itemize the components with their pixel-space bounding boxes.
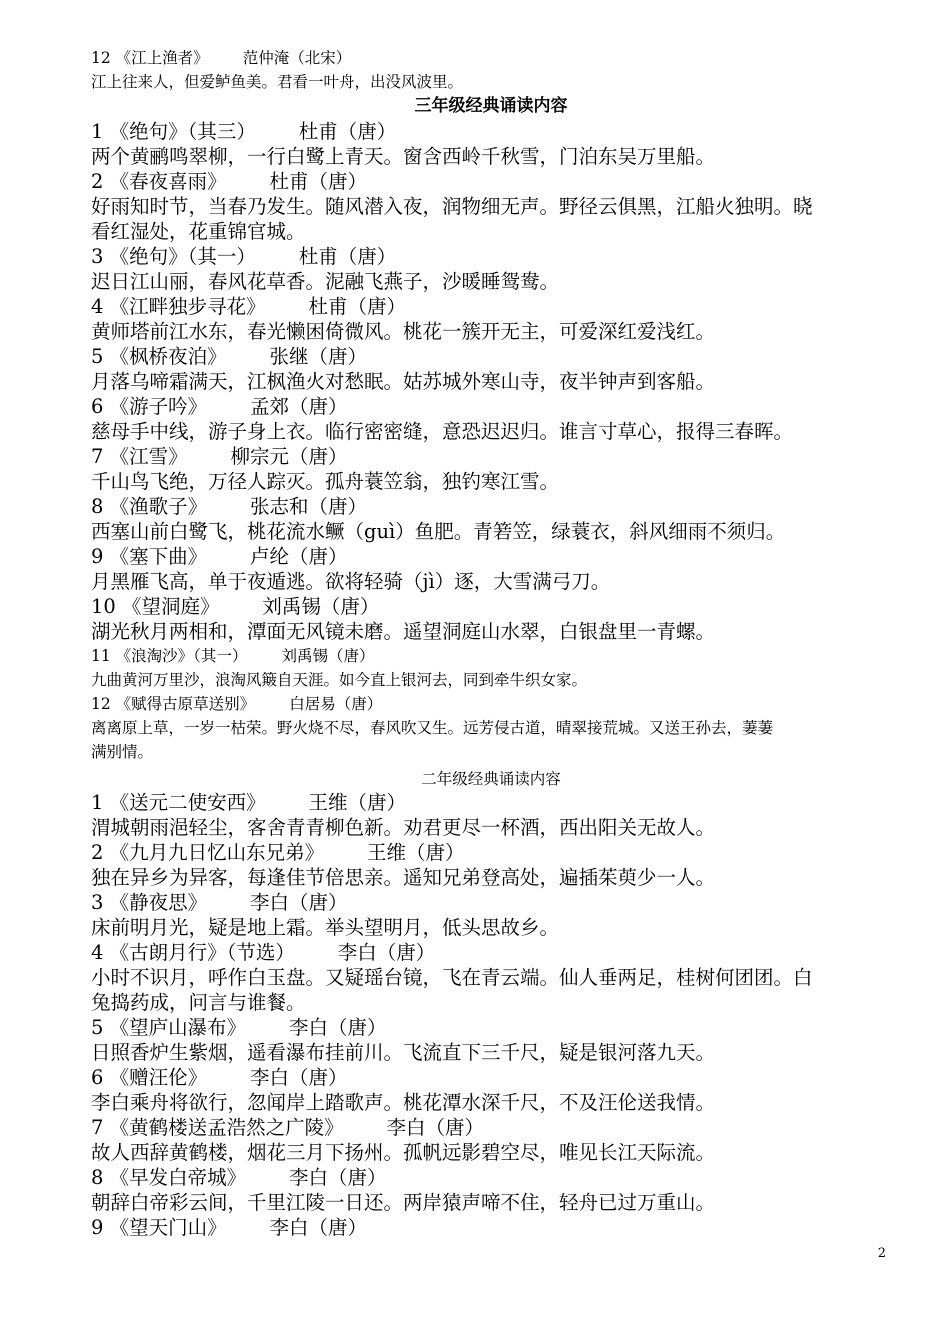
poem-author: 张继（唐） xyxy=(269,345,368,368)
poem-title-line xyxy=(91,1165,891,1190)
poem-author: 李白（唐） xyxy=(269,1216,368,1239)
poem-title-line xyxy=(91,544,891,569)
poem-title: 8 《渔歌子》 xyxy=(91,495,208,518)
poem-title-line xyxy=(91,940,891,965)
poem-text-line: 湖光秋月两相和，潭面无风镜未磨。遥望洞庭山水翠，白银盘里一青螺。 xyxy=(91,620,716,643)
poem-author: 李白（唐） xyxy=(337,941,436,964)
poem-title: 12 《赋得古原草送别》 xyxy=(91,695,256,713)
document-page xyxy=(91,46,891,1240)
poem-title-line xyxy=(91,119,891,144)
poem-text-line: 朝辞白帝彩云间，千里江陵一日还。两岸猿声啼不住，轻舟已过万重山。 xyxy=(91,1191,716,1214)
poem-title: 7 《江雪》 xyxy=(91,445,188,468)
poem-title-line xyxy=(91,494,891,519)
poem-text-line: 两个黄鹂鸣翠柳，一行白鹭上青天。窗含西岭千秋雪，门泊东吴万里船。 xyxy=(91,145,716,168)
section-heading-grade3: 三年级经典诵读内容 xyxy=(414,96,568,116)
poem-title: 1 《绝句》（其三） xyxy=(91,120,256,143)
poem-text-line: 月黑雁飞高，单于夜遁逃。欲将轻骑（jì）逐，大雪满弓刀。 xyxy=(91,570,611,593)
poem-title-line xyxy=(91,1115,891,1140)
poem-author: 杜甫（唐） xyxy=(269,170,368,193)
poem-author: 王维（唐） xyxy=(308,791,407,814)
poem-text-line: 小时不识月，呼作白玉盘。又疑瑶台镜，飞在青云端。仙人垂两足，桂树何团团。白 xyxy=(91,966,813,989)
poem-title-line xyxy=(91,1015,891,1040)
poem-text-line: 李白乘舟将欲行，忽闻岸上踏歌声。桃花潭水深千尺，不及汪伦送我情。 xyxy=(91,1091,716,1114)
poem-title-line xyxy=(91,1215,891,1240)
poem-title-line xyxy=(91,244,891,269)
poem-title-line xyxy=(91,644,891,668)
poem-text-line: 月落乌啼霜满天，江枫渔火对愁眠。姑苏城外寒山寺，夜半钟声到客船。 xyxy=(91,370,716,393)
poem-author: 张志和（唐） xyxy=(250,495,368,518)
poem-text-line: 日照香炉生紫烟，遥看瀑布挂前川。飞流直下三千尺，疑是银河落九天。 xyxy=(91,1041,716,1064)
poem-title: 4 《古朗月行》（节选） xyxy=(91,941,295,964)
poem-title: 8 《早发白帝城》 xyxy=(91,1166,247,1189)
poem-text-line: 故人西辞黄鹤楼，烟花三月下扬州。孤帆远影碧空尽，唯见长江天际流。 xyxy=(91,1141,716,1164)
poem-author: 刘禹锡（唐） xyxy=(262,595,380,618)
poem-text-line: 迟日江山丽，春风花草香。泥融飞燕子，沙暖睡鸳鸯。 xyxy=(91,270,560,293)
poem-text-line: 床前明月光，疑是地上霜。举头望明月，低头思故乡。 xyxy=(91,916,560,939)
poem-text-line: 好雨知时节，当春乃发生。随风潜入夜，润物细无声。野径云俱黑，江船火独明。晓 xyxy=(91,195,813,218)
poem-author: 刘禹锡（唐） xyxy=(281,647,375,665)
poem-author: 李白（唐） xyxy=(386,1116,485,1139)
poem-author: 白居易（唐） xyxy=(289,695,383,713)
section-heading-grade2: 二年级经典诵读内容 xyxy=(421,770,561,788)
poem-title: 3 《绝句》（其一） xyxy=(91,245,256,268)
grade3-small-poem-list xyxy=(91,644,891,764)
poem-title-line xyxy=(91,444,891,469)
poem-title: 3 《静夜思》 xyxy=(91,891,208,914)
poem-title: 2 《九月九日忆山东兄弟》 xyxy=(91,841,325,864)
poem-title: 7 《黄鹤楼送孟浩然之广陵》 xyxy=(91,1116,344,1139)
poem-author: 杜甫（唐） xyxy=(298,120,397,143)
poem-author: 李白（唐） xyxy=(289,1166,387,1189)
poem-title: 6 《游子吟》 xyxy=(91,395,208,418)
poem-title-line xyxy=(91,344,891,369)
poem-title-line xyxy=(91,169,891,194)
poem-title-line xyxy=(91,294,891,319)
poem-author: 李白（唐） xyxy=(289,1016,387,1039)
poem-title: 9 《塞下曲》 xyxy=(91,545,208,568)
poem-title-line xyxy=(91,692,891,716)
poem-title: 5 《枫桥夜泊》 xyxy=(91,345,227,368)
poem-title: 5 《望庐山瀑布》 xyxy=(91,1016,247,1039)
poem-author: 卢纶（唐） xyxy=(250,545,348,568)
poem-title: 6 《赠汪伦》 xyxy=(91,1066,208,1089)
poem-author: 李白（唐） xyxy=(250,1066,348,1089)
poem-author: 柳宗元（唐） xyxy=(230,445,348,468)
page-number: 2 xyxy=(877,1246,886,1261)
poem-title-line xyxy=(91,594,891,619)
poem-title: 1 《送元二使安西》 xyxy=(91,791,266,814)
poem-title-line xyxy=(91,890,891,915)
poem-title: 2 《春夜喜雨》 xyxy=(91,170,227,193)
poem-title-line xyxy=(91,790,891,815)
poem-title: 10 《望洞庭》 xyxy=(91,595,220,618)
poem-text-line: 满别情。 xyxy=(91,743,154,761)
poem-author: 杜甫（唐） xyxy=(308,295,407,318)
poem-text-line: 九曲黄河万里沙，浪淘风簸自天涯。如今直上银河去，同到牵牛织女家。 xyxy=(91,671,588,689)
poem-title: 11 《浪淘沙》（其一） xyxy=(91,647,248,665)
poem-text: 江上往来人，但爱鲈鱼美。君看一叶舟，出没风波里。 xyxy=(91,73,464,91)
poem-text-line: 黄师塔前江水东，春光懒困倚微风。桃花一簇开无主，可爱深红爱浅红。 xyxy=(91,320,716,343)
poem-author: 范仲淹（北宋） xyxy=(242,49,352,67)
poem-title-line xyxy=(91,1065,891,1090)
poem-author: 李白（唐） xyxy=(250,891,348,914)
poem-text-line: 看红湿处，花重锦官城。 xyxy=(91,220,306,243)
poem-title: 4 《江畔独步寻花》 xyxy=(91,295,266,318)
poem-title: 12 《江上渔者》 xyxy=(91,49,209,67)
poem-title-line xyxy=(91,394,891,419)
poem-text-line: 渭城朝雨浥轻尘，客舍青青柳色新。劝君更尽一杯酒，西出阳关无故人。 xyxy=(91,816,716,839)
poem-text-line: 兔捣药成，问言与谁餐。 xyxy=(91,991,306,1014)
poem-author: 孟郊（唐） xyxy=(250,395,348,418)
poem-text-line: 西塞山前白鹭飞，桃花流水鳜（guì）鱼肥。青箬笠，绿蓑衣，斜风细雨不须归。 xyxy=(91,520,786,543)
poem-text-line: 离离原上草，一岁一枯荣。野火烧不尽，春风吹又生。远芳侵古道，晴翠接荒城。又送王孙去，萋萋 xyxy=(91,719,774,737)
poem-title-line xyxy=(91,840,891,865)
grade2-poem-list xyxy=(91,790,891,1240)
poem-author: 王维（唐） xyxy=(367,841,465,864)
grade3-poem-list xyxy=(91,119,891,644)
poem-text-line: 独在异乡为异客，每逢佳节倍思亲。遥知兄弟登高处，遍插茱萸少一人。 xyxy=(91,866,716,889)
poem-title: 9 《望天门山》 xyxy=(91,1216,227,1239)
poem-author: 杜甫（唐） xyxy=(298,245,397,268)
poem-title-line xyxy=(91,46,891,70)
poem-text-line: 慈母手中线，游子身上衣。临行密密缝，意恐迟迟归。谁言寸草心，报得三春晖。 xyxy=(91,420,794,443)
poem-text-line: 千山鸟飞绝，万径人踪灭。孤舟蓑笠翁，独钓寒江雪。 xyxy=(91,470,560,493)
